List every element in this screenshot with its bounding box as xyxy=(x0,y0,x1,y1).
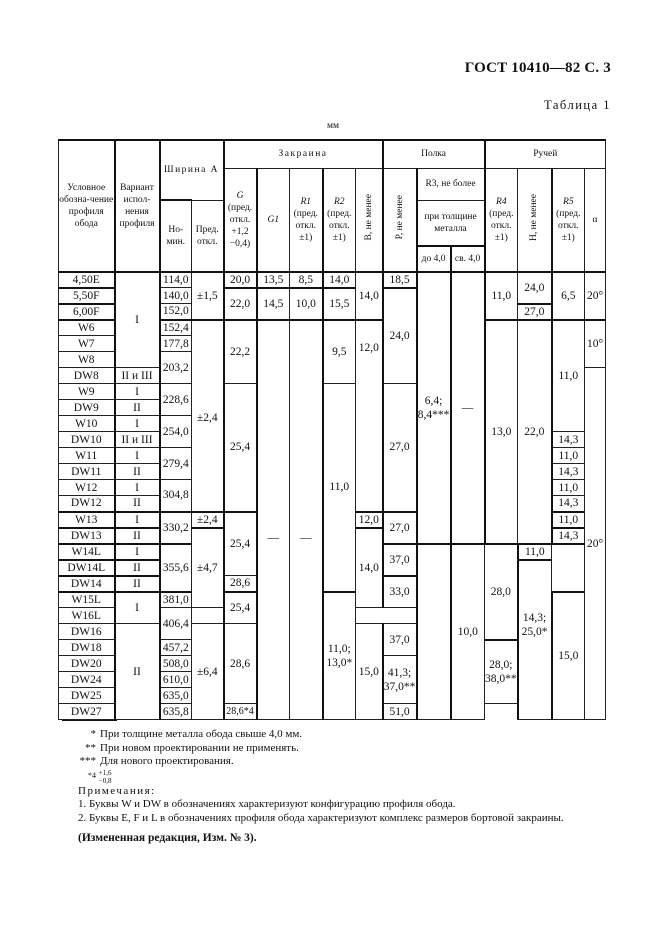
col-width-group: Ширина А xyxy=(160,140,224,200)
notes-title: Примечания: xyxy=(78,784,156,797)
table-row: DW14L II 14,3; 25,0* xyxy=(59,560,606,576)
table-row: DW12 II 14,3 xyxy=(59,496,606,512)
table-row: DW18 457,2 28,0; 38,0** xyxy=(59,640,606,656)
note-2: 2. Буквы E, F и L в обозначениях профиля обода характеризуют комплекс размеров бортовой закраины. xyxy=(78,811,564,824)
col-G: G (пред. откл. +1,2 −0,4) xyxy=(224,168,257,272)
table-row: DW25 635,0 xyxy=(59,688,606,704)
table-row: W13 I 330,2 ±2,4 25,4 12,0 27,0 11,0 xyxy=(59,512,606,528)
table-row: W7 177,8 xyxy=(59,336,606,352)
document-header: ГОСТ 10410—82 С. 3 xyxy=(464,60,611,76)
revision-note: (Измененная редакция, Изм. № 3). xyxy=(78,832,257,844)
footnote-2: ** При новом проектировании не применять. xyxy=(85,741,299,754)
col-R5: R5 (пред. откл. ±1) xyxy=(552,168,585,272)
table-row: DW16 II ±6,4 28,6 15,0 37,0 xyxy=(59,624,606,640)
col-R4: R4 (пред. откл. ±1) xyxy=(485,168,518,272)
footnote-3: *** Для нового проектирования. xyxy=(79,755,234,767)
note-1: 1. Буквы W и DW в обозначениях характеризуют конфигурацию профиля обода. xyxy=(78,798,456,810)
table-row: DW10 II и III 14,3 xyxy=(59,432,606,448)
unit-label: мм xyxy=(327,121,340,131)
col-groove-group: Ручей xyxy=(485,140,606,168)
table-row: W11 I 279,4 11,0 xyxy=(59,448,606,464)
col-R1: R1 (пред. откл. ±1) xyxy=(290,168,323,272)
table-row: 4,50E I 114,0 ±1,5 20,0 13,5 8,5 14,0 14,0 18,5 6,4; 8,4*** — 11,0 24,0 6,5 20° xyxy=(59,272,606,288)
profile-table xyxy=(58,139,606,720)
table-row: DW8 II и III 20° xyxy=(59,368,606,384)
table-row: DW14 II 28,6 33,0 xyxy=(59,576,606,592)
table-row: 6,00F 152,0 27,0 xyxy=(59,304,606,320)
table-row: DW20 508,0 41,3; 37,0** xyxy=(59,656,606,672)
table-row: W10 I 254,0 xyxy=(59,416,606,432)
col-variant: Вариант испол-нения профиля xyxy=(115,140,160,272)
col-B: B, не менее xyxy=(356,168,383,272)
table-row: DW9 II xyxy=(59,400,606,416)
footnote-4: *4 +1,6 −0,8 xyxy=(88,768,112,785)
footnotes xyxy=(78,728,564,825)
col-G1: G1 xyxy=(257,168,290,272)
table-row: W16L 406,4 xyxy=(59,608,606,624)
col-designation: Условное обозна-чение профиля обода xyxy=(59,140,115,272)
table-row: W12 I 304,8 11,0 xyxy=(59,480,606,496)
table-header xyxy=(59,140,606,272)
table-row: W15L I 381,0 25,4 11,0; 13,0* 15,0 xyxy=(59,592,606,608)
col-flange-group: Закраина xyxy=(224,140,383,168)
col-width-nom: Но-мин. xyxy=(160,200,192,272)
table-label: Таблица 1 xyxy=(544,98,611,112)
footnote-1: * При толщине металла обода свыше 4,0 мм. xyxy=(90,728,303,740)
table-body xyxy=(59,272,606,720)
col-alpha: α xyxy=(585,168,606,272)
col-shelf-group: Полка xyxy=(383,140,485,168)
col-R3-sub: при толщине металла до 4,0 св. 4,0 xyxy=(417,200,485,272)
col-R2: R2 (пред. откл. ±1) xyxy=(323,168,356,272)
table-row: W6 152,4 ±2,4 22,2 — — 9,5 12,0 13,0 22,0 11,0 10° xyxy=(59,320,606,336)
footnote-divider xyxy=(62,720,117,721)
col-H: H, не менее xyxy=(518,168,552,272)
table-row: DW13 II ±4,7 14,0 14,3 xyxy=(59,528,606,544)
table-row: W9 I 228,6 25,4 11,0 27,0 xyxy=(59,384,606,400)
table-row: W8 203,2 xyxy=(59,352,606,368)
table-row: DW27 635,8 28,6*4 51,0 xyxy=(59,704,606,720)
col-P: P, не менее xyxy=(383,168,417,272)
table-row: DW11 II 14,3 xyxy=(59,464,606,480)
table-row: 5,50F 140,0 22,0 14,5 10,0 15,5 24,0 xyxy=(59,288,606,304)
col-width-tol: Пред. откл. xyxy=(192,200,224,272)
table-row: DW24 610,0 xyxy=(59,672,606,688)
table-row: W14L I 355,6 37,0 10,0 28,0 11,0 xyxy=(59,544,606,560)
col-R3: R3, не более xyxy=(417,168,485,200)
